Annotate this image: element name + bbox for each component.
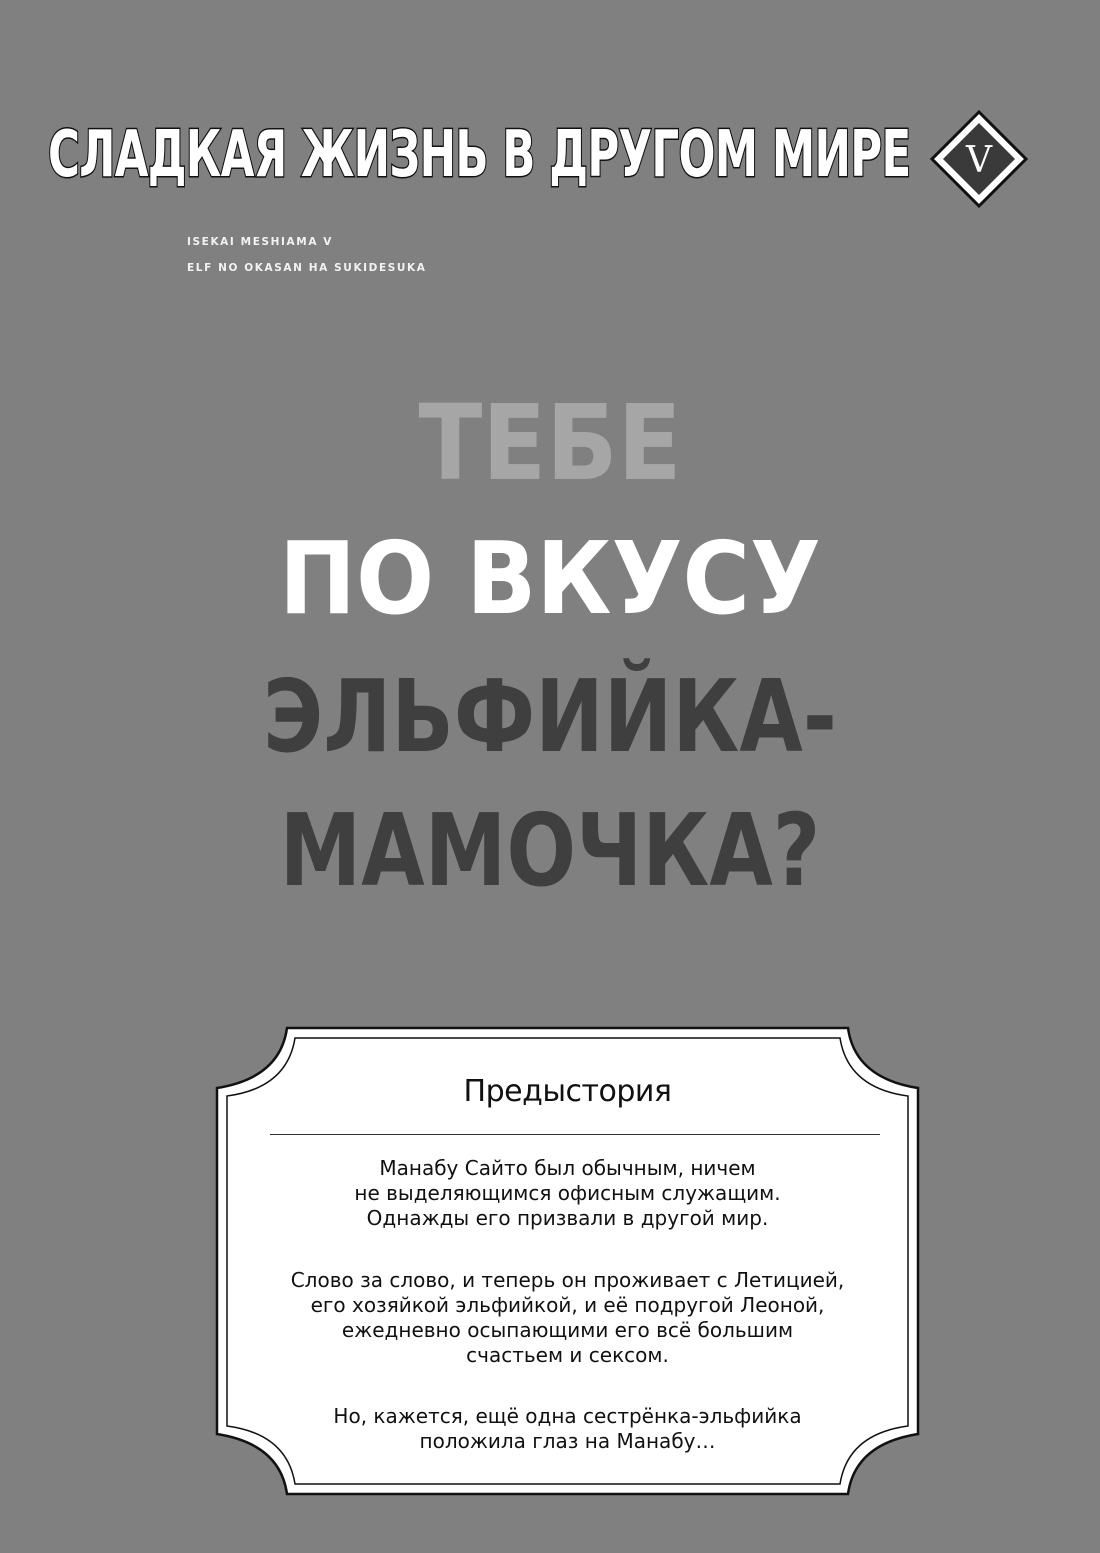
synopsis-paragraph-1 <box>255 1156 880 1231</box>
series-header <box>48 110 1048 210</box>
volume-number: V <box>966 140 992 181</box>
synopsis-line: его хозяйкой эльфийкой, и её подругой Леоной, <box>310 1293 825 1317</box>
synopsis-line: Но, кажется, ещё одна сестрёнка-эльфийка <box>333 1404 802 1428</box>
synopsis-line: не выделяющимся офисным служащим. <box>354 1181 781 1205</box>
synopsis-line: счастьем и сексом. <box>466 1343 669 1367</box>
synopsis-paragraph-3 <box>255 1404 880 1454</box>
synopsis-line: Слово за слово, и теперь он проживает с Летицией, <box>290 1268 845 1292</box>
series-title: СЛАДКАЯ ЖИЗНЬ В ДРУГОМ МИРЕ <box>48 118 911 192</box>
subtitle-line-1: ISEKAI MESHIAMA V <box>187 236 334 248</box>
headline-line-4: МАМОЧКА? <box>279 792 821 909</box>
headline-line-1: ТЕБЕ <box>418 382 682 504</box>
volume-badge <box>930 110 1028 208</box>
synopsis-line: Однажды его призвали в другой мир. <box>366 1206 769 1230</box>
synopsis-title: Предыстория <box>463 1074 672 1109</box>
synopsis-line: ежедневно осыпающими его всё большим <box>341 1318 794 1342</box>
synopsis-line: положила глаз на Манабу… <box>419 1429 716 1453</box>
subtitle-line-2: ELF NO OKASAN HA SUKIDESUKA <box>187 262 427 274</box>
title-divider <box>270 1134 880 1135</box>
synopsis-line: Манабу Сайто был обычным, ничем <box>379 1156 756 1180</box>
synopsis-paragraph-2 <box>255 1268 880 1368</box>
synopsis-frame <box>215 1026 920 1496</box>
headline-line-3: ЭЛЬФИЙКА- <box>263 658 837 775</box>
headline-line-2: ПО ВКУСУ <box>279 520 821 637</box>
